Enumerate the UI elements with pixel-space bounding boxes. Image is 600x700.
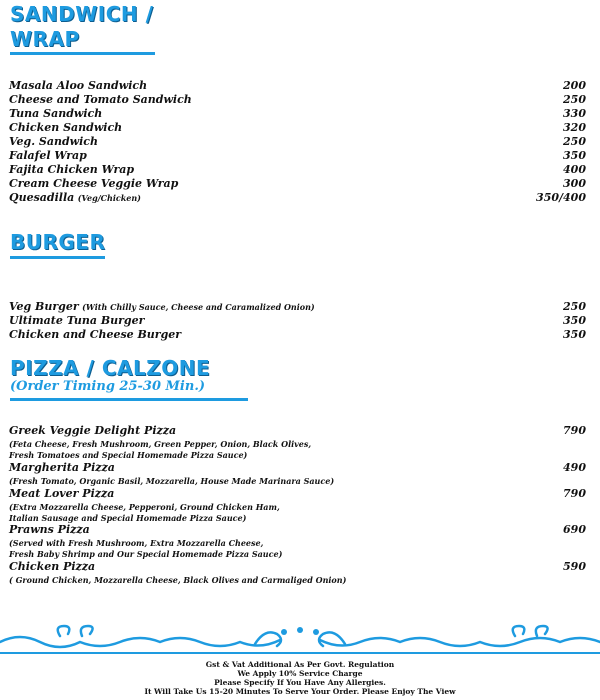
item-price: 400 [563, 163, 586, 176]
pizza-order-timing: (Order Timing 25-30 Min.) [10, 379, 205, 394]
item-description: (Served with Fresh Mushroom, Extra Mozzarella Cheese, [9, 538, 264, 548]
menu-item [9, 461, 586, 475]
item-description: (Fresh Tomato, Organic Basil, Mozzarella, House Made Marinara Sauce) [9, 476, 335, 486]
item-price: 250 [563, 93, 586, 106]
item-name: Prawns Pizza [9, 523, 90, 536]
item-price: 690 [563, 523, 586, 536]
item-name: Quesadilla [9, 191, 75, 204]
item-name: Tuna Sandwich [9, 107, 103, 120]
menu-item [9, 314, 586, 328]
item-name: Ultimate Tuna Burger [9, 314, 145, 327]
item-note: (With Chilly Sauce, Cheese and Caramalized Onion) [82, 302, 315, 312]
item-name: Cream Cheese Veggie Wrap [9, 177, 179, 190]
pizza-section-underline [10, 398, 248, 401]
item-name: Veg Burger [9, 300, 79, 313]
item-price: 350/400 [536, 191, 586, 204]
menu-item [9, 191, 586, 205]
item-note: (Veg/Chicken) [77, 193, 141, 203]
item-name: Chicken and Cheese Burger [9, 328, 182, 341]
menu-item [9, 135, 586, 149]
burger-section-underline [10, 256, 105, 259]
item-description: (Feta Cheese, Fresh Mushroom, Green Pepper, Onion, Black Olives, [9, 439, 312, 449]
item-name: Falafel Wrap [9, 149, 87, 162]
item-price: 200 [563, 79, 586, 92]
menu-item [9, 121, 586, 135]
menu-item [9, 93, 586, 107]
sandwich-section-title-line1: SANDWICH / [10, 2, 154, 26]
pizza-section-title: PIZZA / CALZONE [10, 356, 211, 380]
footer-line: Gst & Vat Additional As Per Govt. Regulation [205, 660, 395, 669]
item-name: Chicken Pizza [9, 560, 96, 573]
menu-item [9, 149, 586, 163]
item-description: Italian Sausage and Special Homemade Pizza Sauce) [9, 513, 247, 523]
item-price: 330 [563, 107, 586, 120]
menu-item [9, 424, 586, 438]
item-price: 790 [563, 487, 586, 500]
sandwich-section-underline [10, 52, 155, 55]
menu-item [9, 523, 586, 537]
menu-item [9, 487, 586, 501]
item-price: 590 [563, 560, 586, 573]
item-price: 350 [563, 314, 586, 327]
item-price: 790 [563, 424, 586, 437]
decorative-scroll-border [0, 622, 600, 662]
item-description: (Extra Mozzarella Cheese, Pepperoni, Ground Chicken Ham, [9, 502, 280, 512]
item-name: Chicken Sandwich [9, 121, 123, 134]
sandwich-section-title-line2: WRAP [10, 27, 80, 51]
menu-item [9, 560, 586, 574]
item-name: Fajita Chicken Wrap [9, 163, 135, 176]
menu-item [9, 163, 586, 177]
menu-item [9, 177, 586, 191]
item-description: Fresh Baby Shrimp and Our Special Homemade Pizza Sauce) [9, 549, 283, 559]
footer-line: It Will Take Us 15-20 Minutes To Serve Your Order. Please Enjoy The View [144, 687, 456, 696]
item-description: Fresh Tomatoes and Special Homemade Pizza Sauce) [9, 450, 248, 460]
item-name: Masala Aloo Sandwich [9, 79, 148, 92]
footer-line: We Apply 10% Service Charge [237, 669, 363, 678]
item-name: Veg. Sandwich [9, 135, 98, 148]
item-price: 350 [563, 149, 586, 162]
item-price: 250 [563, 135, 586, 148]
item-price: 320 [563, 121, 586, 134]
item-name: Cheese and Tomato Sandwich [9, 93, 192, 106]
footer-line: Please Specify If You Have Any Allergies. [214, 678, 386, 687]
menu-item [9, 79, 586, 93]
menu-item [9, 300, 586, 314]
menu-item [9, 328, 586, 342]
item-price: 490 [563, 461, 586, 474]
menu-item [9, 107, 586, 121]
item-price: 300 [563, 177, 586, 190]
item-name: Margherita Pizza [9, 461, 115, 474]
item-price: 350 [563, 328, 586, 341]
item-name: Greek Veggie Delight Pizza [9, 424, 177, 437]
item-description: ( Ground Chicken, Mozzarella Cheese, Black Olives and Carmaliged Onion) [9, 575, 347, 585]
item-name: Meat Lover Pizza [9, 487, 115, 500]
burger-section-title: BURGER [10, 230, 106, 254]
item-price: 250 [563, 300, 586, 313]
